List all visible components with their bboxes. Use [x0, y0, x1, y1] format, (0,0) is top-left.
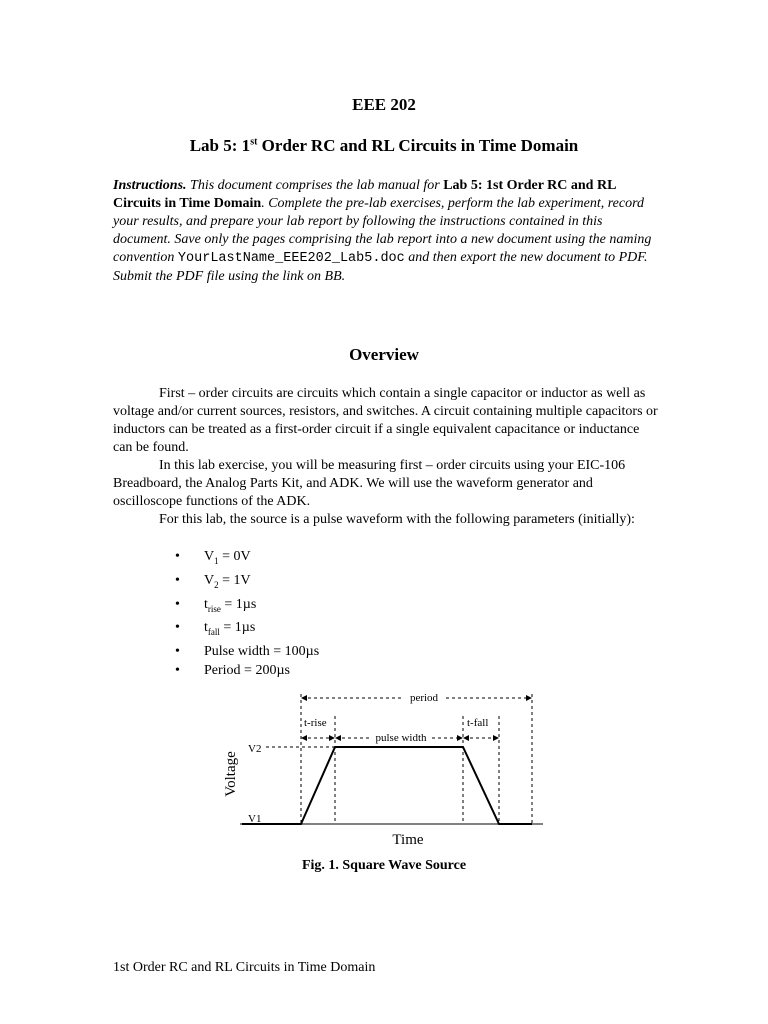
param-trise: • $t_{rise} = 1\mu s$ — [175, 595, 319, 619]
parameter-list — [175, 547, 319, 680]
title-pre: Lab 5: 1 — [189, 136, 251, 155]
v2-label: V2 — [248, 743, 262, 755]
v1-label: V1 — [248, 813, 262, 825]
instructions-lead: Instructions. — [113, 178, 187, 193]
x-axis-label: Time — [392, 832, 424, 848]
course-code: EEE 202 — [352, 95, 416, 114]
instructions-filename: YourLastName_EEE202_Lab5.doc — [177, 251, 405, 266]
t-rise-label: t-rise — [304, 717, 327, 729]
param-period: • Period = 200µs — [175, 661, 319, 680]
lab-title — [0, 136, 768, 156]
overview-paragraph-1: First – order circuits are circuits which contain a single capacitor or inductor as well as voltage and/or current sources, resistors, and switches. A circuit containing multiple capacitors or inductors can be treated as a first-order circuit if a single equivalent capacitance or inductance can be found. — [113, 386, 658, 455]
overview-heading: Overview — [349, 345, 419, 364]
param-v2: • $V_2 = 1V$ — [175, 571, 319, 595]
overview-paragraph-3: For this lab, the source is a pulse waveform with the following parameters (initially): — [159, 512, 635, 527]
instructions-paragraph — [113, 177, 653, 286]
pulse-waveform-figure — [210, 686, 550, 859]
pulse-waveform-diagram — [210, 686, 550, 854]
instructions-text-1: This document comprises the lab manual for — [186, 178, 444, 193]
instructions-text-2: . Complete the pre-lab exercises, perform the lab experiment, record your results, and prepare your lab report by following the instructions contained in this document. Save only the pages comprising the lab report into a new document using the naming convention — [113, 196, 652, 265]
param-pulse-width: • Pulse width = 100µs — [175, 642, 319, 661]
pulse-width-label: pulse width — [375, 732, 427, 744]
figure-caption: Fig. 1. Square Wave Source — [301, 858, 467, 873]
y-axis-label: Voltage — [223, 751, 239, 797]
title-post: Order RC and RL Circuits in Time Domain — [257, 136, 579, 155]
title-sup: st — [250, 136, 258, 148]
param-tfall: • $t_{fall} = 1\mu s$ — [175, 618, 319, 642]
t-fall-label: t-fall — [467, 717, 489, 729]
instructions-lab-name: Lab 5: 1st Order RC and RL Circuits in Time Domain — [113, 178, 616, 211]
instructions-text-3: and then export the new document to PDF. Submit the PDF file using the link on BB. — [113, 250, 648, 284]
overview-paragraph-2: In this lab exercise, you will be measuring first – order circuits using your EIC-106 Breadboard, the Analog Parts Kit, and ADK. We will use the waveform generator and oscilloscope functions of the ADK. — [113, 458, 626, 509]
period-label: period — [409, 692, 439, 704]
pulse-waveform — [242, 747, 532, 824]
page-footer: 1st Order RC and RL Circuits in Time Domain — [113, 960, 376, 975]
param-v1: • $V_1 = 0V$ — [175, 547, 319, 571]
overview-body — [113, 385, 658, 529]
